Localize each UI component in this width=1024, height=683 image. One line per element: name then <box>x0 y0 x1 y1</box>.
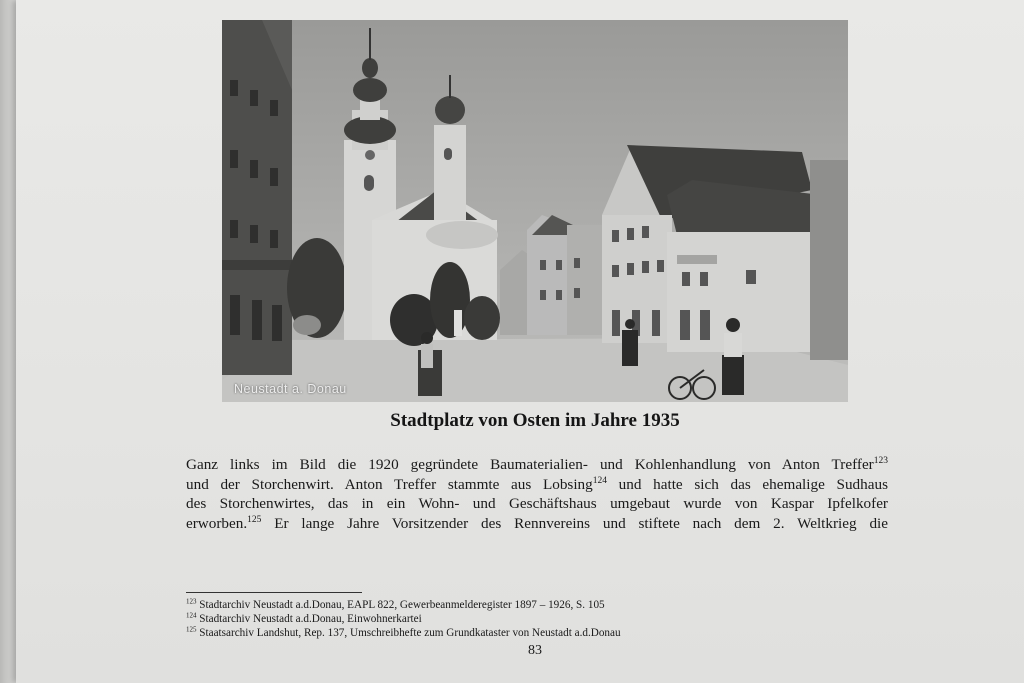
page-number: 83 <box>528 643 542 658</box>
footnote-123: $^{123}$ Stadtarchiv Neustadt a.d.Donau, EAPL 822, Gewerbeanmelderegister 1897 – 1926, S. 105 <box>186 597 605 611</box>
footnote-ref-123: 123 <box>873 455 888 466</box>
footnote-ref-124: 124 <box>592 475 607 486</box>
photo-location-label: Neustadt a. Donau <box>234 382 347 396</box>
footnote-125: $^{125}$ Staatsarchiv Landshut, Rep. 137, Umschreibhefte zum Grundkataster von Neustadt a.d.Donau <box>186 625 621 640</box>
body-paragraph <box>186 455 888 533</box>
body-line-3: des Storchenwirtes, das in ein Wohn- und Geschäftshaus umgebaut wurde von Kaspar Ipfelkofer <box>186 495 888 513</box>
footnotes <box>186 598 786 641</box>
historical-photo <box>222 20 848 402</box>
body-line-4: erworben.$^{125}$ Er lange Jahre Vorsitzender des Rennvereins und stiftete nach dem 2. Weltkrieg die <box>186 514 888 532</box>
footnote-124: $^{124}$ Stadtarchiv Neustadt a.d.Donau, Einwohnerkartei <box>186 611 422 626</box>
photo-caption: Stadtplatz von Osten im Jahre 1935 <box>390 410 680 431</box>
footnote-divider <box>186 592 362 593</box>
footnote-ref-125: 125 <box>247 514 262 525</box>
body-line-2: und der Storchenwirt. Anton Treffer stammte aus Lobsing$^{124}$ und hatte sich das ehemalige Sudhaus <box>186 475 888 493</box>
body-line-1: Ganz links im Bild die 1920 gegründete Baumaterialien- und Kohlenhandlung von Anton Treffer$^{123}$ <box>186 455 888 473</box>
